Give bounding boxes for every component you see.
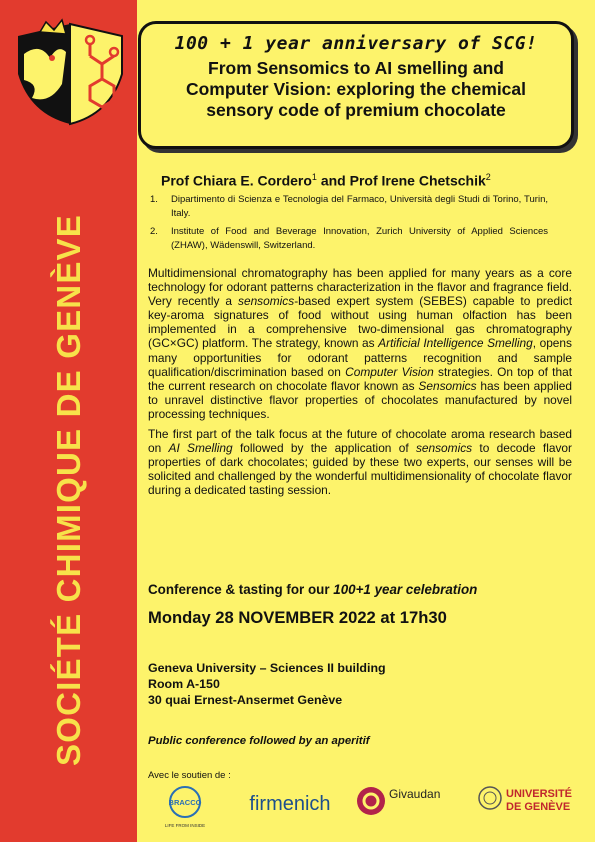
unige-logo — [478, 784, 578, 816]
italic-run: sensomics — [238, 294, 295, 309]
text-run: followed by the application of — [232, 441, 416, 456]
venue-line: Geneva University – Sciences II building — [148, 661, 386, 675]
bracco-logo-name: BRACCO — [168, 798, 202, 807]
anniversary-heading: 100 + 1 year anniversary of SCG! — [174, 33, 538, 54]
unige-logo-line-2: DE GENÈVE — [506, 801, 571, 813]
speakers — [161, 172, 491, 189]
affiliation-number: 2. — [150, 226, 158, 237]
speaker-name: Prof Irene Chetschik — [349, 172, 486, 189]
text-run: Multidimensional chromatography has been applied for many years as a core technology for odorant patterns characterization in the flavor and fragrance field. Very recently a — [148, 266, 572, 309]
italic-run: Artificial Intelligence Smelling — [378, 336, 533, 351]
affiliation-text: Institute of Food and Beverage Innovation, Zurich University of Applied Sciences (ZHAW), Wädenswill, Switzerland. — [171, 226, 548, 251]
italic-run: 100+1 year celebration — [333, 582, 478, 597]
givaudan-logo-name: Givaudan — [389, 787, 441, 801]
text-run: Conference & tasting for our — [148, 582, 334, 597]
abstract-paragraph — [148, 266, 572, 421]
bracco-logo — [160, 784, 210, 830]
talk-title-line: Computer Vision: exploring the chemical — [185, 79, 527, 99]
affiliation-item — [148, 225, 548, 253]
affiliation-number: 1. — [150, 194, 158, 205]
text-run: has been applied to unravel distinctive flavor properties of chocolates manufactured by novel processing techniques. — [148, 378, 572, 421]
society-vertical-title: SOCIÉTÉ CHIMIQUE DE GENÈVE — [49, 214, 87, 766]
talk-title — [141, 58, 571, 121]
text-run: -based expert system (SEBES) capable to predict key-aroma signatures of food without using human olfaction has been implemented in a comprehensive two-dimensional gas chromatography (GC×GC) platform. The strategy, known as — [148, 294, 573, 351]
affiliation-item — [148, 193, 548, 221]
abstract-paragraph — [148, 427, 572, 497]
unige-logo-line-1: UNIVERSITÉ — [506, 788, 573, 800]
affiliation-ref: 2 — [485, 172, 491, 182]
venue-line: 30 quai Ernest-Ansermet Genève — [148, 693, 343, 707]
italic-run: Sensomics — [418, 378, 477, 393]
talk-title-line: sensory code of premium chocolate — [206, 100, 506, 120]
text-run: The first part of the talk focus at the future of chocolate aroma research based on — [148, 427, 572, 456]
conference-line — [148, 582, 477, 597]
speaker-conjunction: and — [316, 172, 350, 189]
text-run: strategies. On top of that the current research on chocolate flavor known as — [148, 364, 573, 393]
affiliation-text: Dipartimento di Scienza e Tecnologia del Farmaco, Università degli Studi di Torino, Turin, Italy. — [171, 194, 548, 219]
speaker-name: Prof Chiara E. Cordero — [161, 172, 312, 189]
scg-logo — [10, 14, 128, 134]
talk-title-line: From Sensomics to AI smelling and — [208, 58, 504, 78]
venue-block — [148, 660, 386, 708]
text-run: , opens many opportunities for odorant patterns recognition and sample qualification/discrimination based on — [148, 336, 572, 379]
venue-line: Room A-150 — [148, 677, 220, 691]
italic-run: sensomics — [415, 441, 473, 456]
public-note: Public conference followed by an aperitif — [148, 735, 370, 747]
text-run: to decode flavor properties of dark chocolates; guided by these two experts, our senses will be solicited and challenged by the wonderful multidimensionality of chocolate flavor during a dedicated tasting session. — [148, 441, 573, 498]
firmenich-logo-name: firmenich — [249, 793, 331, 815]
abstract — [148, 266, 572, 504]
sponsor-label: Avec le soutien de : — [148, 770, 231, 781]
italic-run: AI Smelling — [168, 441, 233, 456]
sidebar — [0, 0, 137, 842]
event-date: Monday 28 NOVEMBER 2022 at 17h30 — [148, 608, 447, 627]
affiliation-ref: 1 — [311, 172, 317, 182]
affiliations-list — [148, 193, 548, 257]
firmenich-logo — [240, 788, 340, 818]
bracco-logo-tag: LIFE FROM INSIDE — [164, 823, 206, 828]
givaudan-logo — [355, 784, 450, 818]
title-box — [138, 21, 574, 149]
italic-run: Computer Vision — [345, 364, 434, 379]
